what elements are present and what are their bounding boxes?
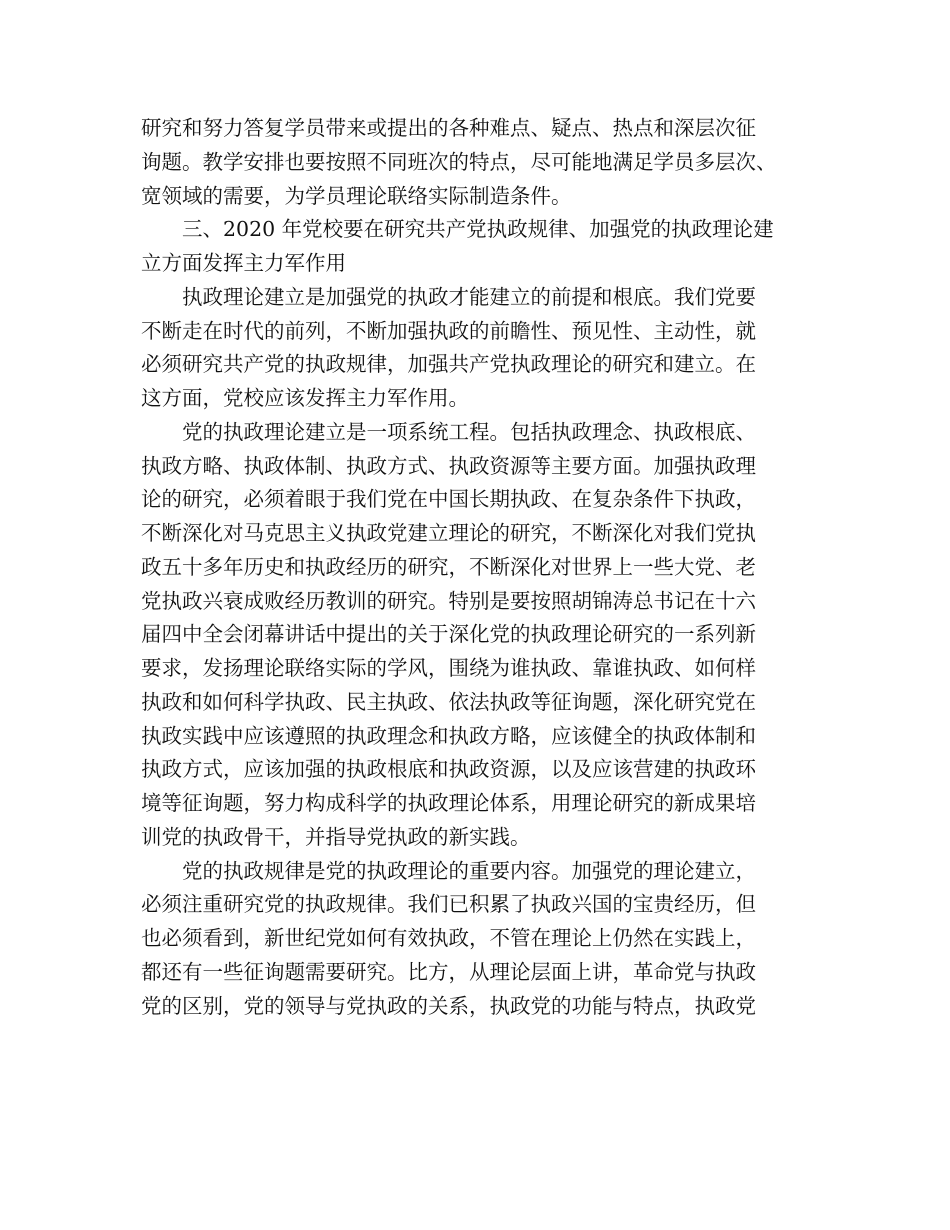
text-line: 不断走在时代的前列，不断加强执政的前瞻性、预见性、主动性，就 bbox=[141, 318, 756, 343]
text-line: 这方面，党校应该发挥主力军作用。 bbox=[141, 386, 469, 410]
section-heading-line: 立方面发挥主力军作用 bbox=[141, 251, 346, 275]
text-line: 要求，发扬理论联络实际的学风，围绕为谁执政、靠谁执政、如何样 bbox=[141, 656, 756, 680]
text-line: 研究和努力答复学员带来或提出的各种难点、疑点、热点和深层次征 bbox=[141, 116, 756, 140]
text-line: 执政方略、执政体制、执政方式、执政资源等主要方面。加强执政理 bbox=[141, 453, 756, 478]
paragraph-start-line: 党的执政理论建立是一项系统工程。包括执政理念、执政根底、 bbox=[182, 419, 756, 444]
text-line: 党的区别，党的领导与党执政的关系，执政党的功能与特点，执政党 bbox=[141, 993, 756, 1018]
text-line: 必须研究共产党的执政规律，加强共产党执政理论的研究和建立。在 bbox=[141, 352, 756, 377]
text-line: 不断深化对马克思主义执政党建立理论的研究，不断深化对我们党执 bbox=[141, 521, 756, 545]
text-line: 执政和如何科学执政、民主执政、依法执政等征询题，深化研究党在 bbox=[141, 689, 756, 714]
document-body bbox=[141, 112, 831, 1023]
paragraph-start-line: 党的执政规律是党的执政理论的重要内容。加强党的理论建立， bbox=[182, 858, 756, 883]
text-line: 也必须看到，新世纪党如何有效执政，不管在理论上仍然在实践上， bbox=[141, 926, 756, 950]
text-line: 询题。教学安排也要按照不同班次的特点，尽可能地满足学员多层次、 bbox=[141, 149, 777, 174]
text-line: 必须注重研究党的执政规律。我们已积累了执政兴国的宝贵经历，但 bbox=[141, 892, 756, 917]
text-line: 届四中全会闭幕讲话中提出的关于深化党的执政理论研究的一系列新 bbox=[141, 622, 756, 647]
section-heading-line: 三、2020 年党校要在研究共产党执政规律、加强党的执政理论建 bbox=[182, 217, 774, 242]
paragraph-start-line: 执政理论建立是加强党的执政才能建立的前提和根底。我们党要 bbox=[182, 284, 756, 309]
text-line: 执政实践中应该遵照的执政理念和执政方略，应该健全的执政体制和 bbox=[141, 723, 756, 748]
text-line: 宽领域的需要，为学员理论联络实际制造条件。 bbox=[141, 183, 572, 208]
text-line: 训党的执政骨干，并指导党执政的新实践。 bbox=[141, 824, 531, 849]
text-line: 政五十多年历史和执政经历的研究，不断深化对世界上一些大党、老 bbox=[141, 554, 756, 579]
text-line: 境等征询题，努力构成科学的执政理论体系，用理论研究的新成果培 bbox=[141, 791, 756, 815]
text-line: 党执政兴衰成败经历教训的研究。特别是要按照胡锦涛总书记在十六 bbox=[141, 588, 756, 613]
text-line: 执政方式，应该加强的执政根底和执政资源，以及应该营建的执政环 bbox=[141, 757, 756, 782]
text-line: 论的研究，必须着眼于我们党在中国长期执政、在复杂条件下执政， bbox=[141, 487, 756, 512]
text-line: 都还有一些征询题需要研究。比方，从理论层面上讲，革命党与执政 bbox=[141, 959, 756, 984]
